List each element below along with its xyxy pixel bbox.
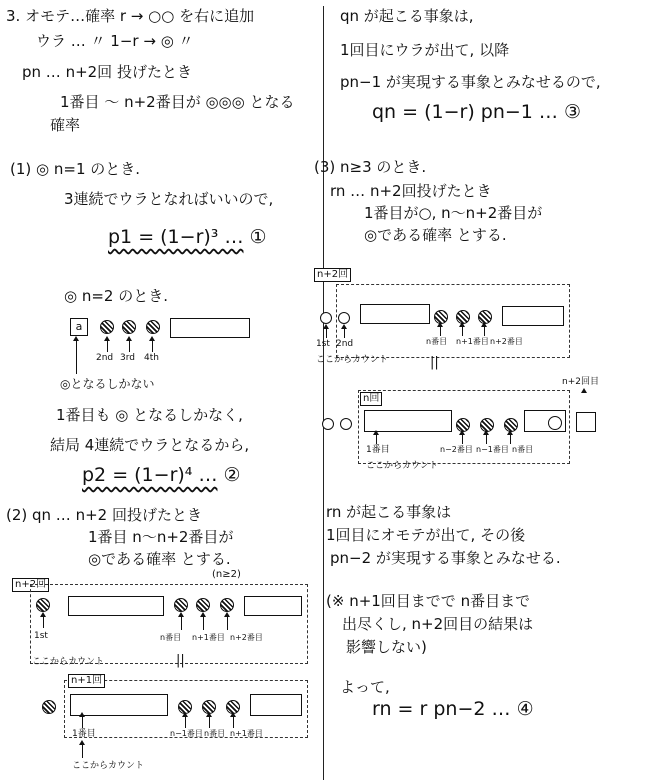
case3-line-3: 1番目が○, n〜n+2番目が — [364, 204, 543, 222]
header-line-2: ウラ … 〃 1−r → ◎ 〃 — [36, 32, 194, 50]
case3-equal: || — [430, 355, 439, 370]
ura-mark-2nd — [100, 320, 114, 334]
rn-line-2: 1回目にオモテが出て, その後 — [326, 526, 526, 544]
rn-line-3: pn−2 が実現する事象とみなせる. — [330, 549, 561, 567]
case2-f1-label-n: n番目 — [160, 633, 182, 642]
case3-frame1-label: n+2回 — [314, 268, 351, 282]
case3-f2-label-n: n番目 — [512, 445, 534, 454]
case2-f1-count: ここからカウント — [32, 657, 105, 667]
case2-f2-arrow-n1 — [233, 716, 234, 728]
case3-f1-arrow-n1 — [462, 326, 463, 336]
case3-f2-extra-label: n+2回目 — [562, 377, 599, 387]
case3-f1-box-a — [360, 304, 430, 324]
case2-f2-label-1: 1番目 — [72, 729, 96, 739]
qn-line-3: pn−1 が実現する事象とみなせるので, — [340, 73, 601, 91]
arrow-2nd — [107, 340, 108, 352]
pn-definition-3: 確率 — [50, 116, 81, 134]
case3-f2-arrow-n-1 — [486, 434, 487, 444]
arrow-3rd — [129, 340, 130, 352]
rn-line-1: rn が起こる事象は — [326, 503, 452, 521]
case3-f1-count: ここからカウント — [316, 355, 389, 365]
equation-rn-number: ④ — [516, 698, 534, 720]
page-divider — [323, 6, 324, 780]
case2-f1-n1 — [196, 598, 210, 612]
case2-f2-label-n: n番目 — [204, 729, 226, 738]
case2-f2-arrow-n — [209, 716, 210, 728]
case2-f1-label-n2: n+2番目 — [230, 633, 263, 642]
case2-f1-box-a — [68, 596, 164, 616]
case2-f1-arrow-n1 — [203, 616, 204, 630]
case3-f1-arrow-n — [440, 326, 441, 336]
case2-f2-arrow-n-1 — [185, 716, 186, 728]
case3-f2-ring-1 — [322, 418, 334, 430]
case2-f1-label-n1: n+1番目 — [192, 633, 225, 642]
case2-f1-label-1st: 1st — [34, 631, 48, 641]
rest-slot-box — [170, 318, 250, 338]
case3-f2-extra-box — [576, 412, 596, 432]
label-3rd: 3rd — [120, 353, 135, 363]
case3-f1-arrow-2nd — [344, 328, 345, 338]
case2-frame1-label: n+2回 — [12, 578, 49, 592]
case3-line-4: ◎である確率 とする. — [364, 226, 507, 244]
header-line-1: 3. オモテ…確率 r → ○○ を右に追加 — [6, 7, 255, 25]
case3-f1-second-ring — [338, 312, 350, 324]
label-2nd: 2nd — [96, 353, 114, 363]
equation-p2-body: p2 = (1−r)⁴ … — [82, 464, 218, 486]
case3-frame2-label: n回 — [360, 392, 382, 406]
case3-f1-label-n1: n+1番目 — [456, 337, 489, 346]
case2-condition: (n≥2) — [212, 569, 241, 580]
case3-f2-box-a — [364, 410, 452, 432]
rn-note-2: 出尽くし, n+2回目の結果は — [342, 615, 534, 633]
equation-rn — [372, 700, 534, 719]
case3-f1-label-n2: n+2番目 — [490, 337, 523, 346]
case1-n2-title: ◎ n=2 のとき. — [64, 287, 169, 305]
pn-definition: pn … n+2回 投げたとき — [22, 63, 192, 81]
case2-f2-arrow-count — [82, 744, 83, 758]
case2-f1-arrow-n — [181, 616, 182, 630]
equation-qn-body: qn = (1−r) pn−1 … — [372, 101, 558, 123]
case1-text-3: 結局 4連続でウラとなるから, — [50, 436, 250, 454]
n2-note: ◎となるしかない — [60, 377, 155, 391]
case3-f2-label-1: 1番目 — [366, 445, 390, 455]
rn-note-1: (※ n+1回目までで n番目まで — [326, 592, 531, 610]
case2-f1-arrow-n2 — [227, 616, 228, 630]
case1-text-2: 1番目も ◎ となるしかなく, — [56, 406, 243, 424]
case3-f2-arrow-n — [510, 434, 511, 444]
qn-line-1: qn が起こる事象は, — [340, 7, 474, 25]
equation-p1 — [108, 228, 267, 247]
first-slot-box: a — [70, 318, 88, 336]
label-4th: 4th — [144, 353, 159, 363]
qn-line-2: 1回目にウラが出て, 以降 — [340, 41, 510, 59]
case2-f1-first — [36, 598, 50, 612]
case3-f1-label-2nd: 2nd — [336, 339, 354, 349]
case2-f1-n2 — [220, 598, 234, 612]
case1-text: 3連続でウラとなればいいので, — [64, 190, 274, 208]
case3-f1-label-n: n番目 — [426, 337, 448, 346]
equation-p1-body: p1 = (1−r)³ … — [108, 226, 244, 248]
case3-f2-label-n-2: n−2番目 — [440, 445, 473, 454]
case3-f1-first-ring — [320, 312, 332, 324]
arrow-first-slot — [76, 340, 77, 374]
case2-f2-label-n-1: n−1番目 — [170, 729, 203, 738]
case3-line-2: rn … n+2回投げたとき — [330, 182, 492, 200]
case3-f1-arrow-1st — [326, 328, 327, 338]
case2-f2-box-b — [250, 694, 302, 716]
equation-rn-body: rn = r pn−2 … — [372, 698, 511, 720]
case3-f2-end-ring — [548, 416, 562, 430]
equation-p2 — [82, 466, 241, 485]
case2-title: (2) qn … n+2 回投げたとき — [6, 506, 202, 524]
equation-p2-number: ② — [223, 464, 241, 486]
ura-mark-3rd — [122, 320, 136, 334]
case2-f2-arrow-1 — [82, 716, 83, 728]
case3-f1-label-1st: 1st — [316, 339, 330, 349]
case3-f1-arrow-n2 — [484, 326, 485, 336]
case2-f1-arrow-1st — [43, 616, 44, 628]
case2-line-2: 1番目 n〜n+2番目が — [88, 528, 234, 546]
case3-f1-box-b — [502, 306, 564, 326]
pn-definition-2: 1番目 〜 n+2番目が ◎◎◎ となる — [60, 93, 295, 111]
case2-line-3: ◎である確率 とする. — [88, 550, 231, 568]
case2-equal: || — [176, 653, 185, 668]
case2-f2-count: ここからカウント — [72, 761, 145, 771]
case2-frame2-label: n+1回 — [68, 674, 105, 688]
equation-p1-number: ① — [249, 226, 267, 248]
case2-f2-label-n1: n+1番目 — [230, 729, 263, 738]
case1-title: (1) ◎ n=1 のとき. — [10, 160, 141, 178]
case3-f2-ring-2 — [340, 418, 352, 430]
arrow-4th — [152, 340, 153, 352]
case3-f2-arrow-1 — [376, 434, 377, 444]
case2-f1-box-b — [244, 596, 302, 616]
rn-yotte: よって, — [340, 678, 390, 696]
rn-note-3: 影響しない) — [346, 638, 427, 656]
equation-qn-number: ③ — [563, 101, 582, 123]
case3-f2-count: ここからカウント — [366, 461, 439, 471]
case3-title: (3) n≥3 のとき. — [314, 158, 427, 176]
ura-mark-4th — [146, 320, 160, 334]
case3-f2-arrow-n-2 — [462, 434, 463, 444]
case3-f2-label-n-1: n−1番目 — [476, 445, 509, 454]
equation-qn — [372, 103, 581, 122]
case2-f1-n — [174, 598, 188, 612]
case2-f2-first — [42, 700, 56, 714]
